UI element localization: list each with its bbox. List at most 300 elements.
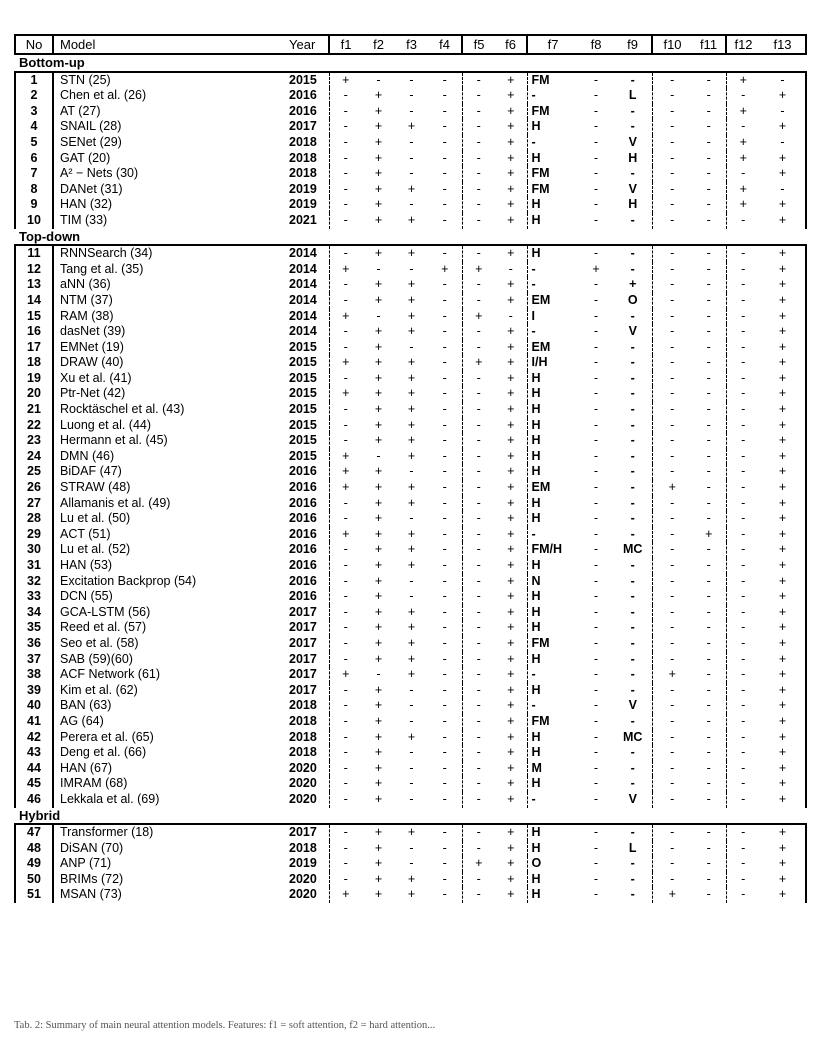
year-cell: 2016 [289, 103, 317, 118]
feature-cell-f3: + [407, 635, 416, 650]
feature-cell-f11: - [706, 620, 711, 635]
feature-cell-f6: + [507, 212, 515, 227]
feature-cell-f7: H [527, 511, 578, 527]
feature-cell-f7: H [527, 433, 578, 449]
feature-cell-f9: - [630, 589, 635, 604]
feature-cell-f13: + [760, 841, 806, 857]
feature-cell-f10: - [652, 856, 692, 872]
feature-cell-f3: - [409, 88, 414, 103]
feature-cell-f12: - [726, 480, 760, 496]
year-cell: 2016 [289, 495, 317, 510]
feature-cell-f11: - [706, 713, 711, 728]
feature-cell-f3: - [409, 791, 414, 806]
feature-cell-f8: - [593, 324, 599, 339]
model-name: Seo et al. (58) [53, 636, 283, 652]
feature-cell-f11: - [706, 134, 711, 149]
feature-cell-f12: - [726, 667, 760, 683]
feature-cell-f12: - [726, 620, 760, 636]
header-year: Year [283, 35, 329, 54]
feature-cell-f11: - [706, 825, 711, 840]
row-number: 43 [15, 745, 53, 761]
feature-cell-f13: + [760, 324, 806, 340]
feature-cell-f3: + [407, 246, 416, 261]
feature-cell-f11: - [706, 635, 711, 650]
table-row [15, 792, 806, 808]
feature-cell-f12: - [726, 119, 760, 135]
feature-cell-f7: H [527, 620, 578, 636]
feature-cell-f11: - [706, 339, 711, 354]
feature-cell-f8: - [593, 856, 599, 871]
feature-cell-f8: - [593, 197, 599, 212]
year-cell: 2016 [289, 88, 317, 103]
row-number: 51 [15, 887, 53, 903]
feature-cell-f13: + [760, 620, 806, 636]
feature-cell-f3: + [407, 526, 416, 541]
feature-cell-f13: + [760, 683, 806, 699]
feature-cell-f1: - [329, 197, 362, 213]
feature-cell-f4: - [442, 542, 447, 557]
feature-cell-f11: - [706, 277, 711, 292]
feature-cell-f3: - [409, 589, 414, 604]
section-header-row [15, 808, 806, 825]
feature-cell-f10: - [652, 309, 692, 325]
feature-cell-f2: - [376, 448, 381, 463]
feature-cell-f12: - [726, 605, 760, 621]
feature-cell-f3: - [409, 745, 414, 760]
feature-cell-f10: - [652, 605, 692, 621]
feature-cell-f1: - [329, 620, 362, 636]
feature-cell-f12: - [726, 340, 760, 356]
year-cell: 2017 [289, 119, 317, 134]
feature-cell-f7: - [527, 135, 578, 151]
table-row [15, 620, 806, 636]
feature-cell-f12: - [726, 324, 760, 340]
row-number: 15 [15, 309, 53, 325]
year-cell: 2015 [289, 72, 317, 87]
feature-cell-f9: - [630, 776, 635, 791]
feature-cell-f8: - [593, 134, 599, 149]
feature-cell-f9: - [630, 871, 635, 886]
year-cell: 2018 [289, 698, 317, 713]
feature-cell-f9: - [630, 713, 635, 728]
table-row [15, 449, 806, 465]
feature-cell-f6: + [507, 856, 515, 871]
model-name: Kim et al. (62) [53, 683, 283, 699]
feature-cell-f2: + [374, 589, 383, 604]
feature-cell-f3: - [409, 713, 414, 728]
feature-cell-f2: - [376, 72, 381, 87]
feature-cell-f10: - [652, 620, 692, 636]
year-cell: 2018 [289, 150, 317, 165]
feature-cell-f8: - [593, 667, 599, 682]
feature-cell-f2: + [374, 166, 383, 181]
feature-cell-f2: + [374, 682, 383, 697]
feature-cell-f12: - [726, 792, 760, 808]
feature-cell-f4: - [442, 324, 447, 339]
feature-cell-f3: - [409, 103, 414, 118]
feature-cell-f6: + [507, 745, 515, 760]
feature-cell-f13: + [760, 652, 806, 668]
feature-cell-f6: + [507, 72, 515, 87]
feature-cell-f4: - [442, 433, 447, 448]
feature-cell-f11: - [706, 589, 711, 604]
feature-cell-f8: - [593, 791, 599, 806]
feature-cell-f5: - [462, 480, 495, 496]
feature-cell-f13: + [760, 88, 806, 104]
feature-cell-f1: - [329, 151, 362, 167]
feature-cell-f9: MC [623, 542, 643, 557]
feature-cell-f9: MC [623, 729, 643, 744]
feature-cell-f3: + [407, 277, 416, 292]
feature-cell-f4: - [442, 370, 447, 385]
feature-cell-f8: - [593, 589, 599, 604]
feature-cell-f3: + [407, 355, 416, 370]
feature-cell-f8: - [593, 464, 599, 479]
feature-cell-f3: + [407, 308, 416, 323]
feature-cell-f2: + [374, 480, 383, 495]
year-cell: 2015 [289, 355, 317, 370]
feature-cell-f13: + [760, 245, 806, 262]
feature-cell-f6: + [507, 134, 515, 149]
table-row [15, 433, 806, 449]
feature-cell-f10: - [652, 542, 692, 558]
feature-cell-f2: + [374, 526, 383, 541]
feature-cell-f11: - [706, 745, 711, 760]
feature-cell-f8: - [593, 871, 599, 886]
feature-cell-f5: - [462, 824, 495, 841]
feature-cell-f4: - [442, 887, 447, 902]
feature-cell-f9: - [630, 604, 635, 619]
year-cell: 2017 [289, 825, 317, 840]
feature-cell-f6: + [507, 698, 515, 713]
feature-cell-f6: + [507, 558, 515, 572]
feature-cell-f13: - [760, 182, 806, 198]
feature-cell-f6: + [507, 119, 515, 134]
row-number: 36 [15, 636, 53, 652]
feature-cell-f1: - [329, 245, 362, 262]
feature-cell-f2: + [374, 558, 383, 572]
feature-cell-f1: - [329, 730, 362, 746]
feature-cell-f2: + [374, 324, 383, 339]
feature-cell-f13: + [760, 355, 806, 371]
feature-cell-f9: - [630, 103, 635, 118]
feature-cell-f2: + [374, 573, 383, 588]
table-row [15, 72, 806, 89]
year-cell: 2016 [289, 589, 317, 604]
feature-cell-f11: - [706, 698, 711, 713]
year-cell: 2020 [289, 887, 317, 902]
feature-cell-f9: V [628, 698, 637, 713]
row-number: 21 [15, 402, 53, 418]
feature-cell-f7: FM [527, 714, 578, 730]
feature-cell-f12: - [726, 309, 760, 325]
feature-cell-f8: - [593, 776, 599, 791]
header-f3: f3 [395, 35, 428, 54]
row-number: 18 [15, 355, 53, 371]
feature-cell-f6: + [507, 448, 515, 463]
feature-cell-f10: - [652, 72, 692, 89]
feature-cell-f12: - [726, 277, 760, 293]
feature-cell-f12: - [726, 355, 760, 371]
feature-cell-f1: + [329, 464, 362, 480]
feature-cell-f1: - [329, 213, 362, 229]
feature-cell-f3: + [407, 667, 416, 682]
feature-cell-f12: - [726, 464, 760, 480]
feature-cell-f4: - [442, 386, 447, 401]
feature-cell-f3: - [409, 840, 414, 855]
feature-cell-f8: - [593, 402, 599, 417]
model-name: Tang et al. (35) [53, 262, 283, 278]
feature-cell-f8: - [593, 651, 599, 666]
feature-cell-f10: + [652, 480, 692, 496]
header-f7: f7 [527, 35, 578, 54]
feature-cell-f1: + [329, 386, 362, 402]
feature-cell-f4: - [442, 760, 447, 775]
feature-cell-f9: V [628, 324, 637, 339]
feature-cell-f2: + [374, 871, 383, 886]
feature-cell-f3: + [407, 604, 416, 619]
row-number: 10 [15, 213, 53, 229]
feature-cell-f4: - [442, 573, 447, 588]
year-cell: 2019 [289, 181, 317, 196]
feature-cell-f6: + [507, 197, 515, 212]
feature-cell-f4: - [442, 776, 447, 791]
feature-cell-f5: - [462, 574, 495, 590]
feature-cell-f13: + [760, 213, 806, 229]
feature-cell-f10: - [652, 119, 692, 135]
feature-cell-f9: - [630, 370, 635, 385]
year-cell: 2018 [289, 166, 317, 181]
feature-cell-f10: - [652, 402, 692, 418]
feature-cell-f1: + [329, 667, 362, 683]
feature-cell-f8: - [593, 246, 599, 261]
feature-cell-f5: - [462, 620, 495, 636]
feature-cell-f13: + [760, 589, 806, 605]
feature-cell-f1: - [329, 824, 362, 841]
feature-cell-f12: - [726, 730, 760, 746]
feature-cell-f10: - [652, 340, 692, 356]
feature-cell-f13: + [760, 776, 806, 792]
model-name: SNAIL (28) [53, 119, 283, 135]
feature-cell-f12: - [726, 714, 760, 730]
section-title: Top-down [15, 229, 806, 246]
model-name: SENet (29) [53, 135, 283, 151]
header-model: Model [53, 35, 283, 54]
feature-cell-f4: - [442, 651, 447, 666]
row-number: 45 [15, 776, 53, 792]
row-number: 20 [15, 386, 53, 402]
feature-cell-f10: - [652, 841, 692, 857]
feature-cell-f3: + [407, 212, 416, 227]
year-cell: 2017 [289, 635, 317, 650]
feature-cell-f4: - [442, 698, 447, 713]
feature-cell-f12: - [726, 245, 760, 262]
feature-cell-f5: - [462, 841, 495, 857]
model-name: DMN (46) [53, 449, 283, 465]
model-name: ANP (71) [53, 856, 283, 872]
feature-cell-f12: - [726, 872, 760, 888]
feature-cell-f5: - [462, 151, 495, 167]
feature-cell-f3: + [407, 651, 416, 666]
model-name: HAN (32) [53, 197, 283, 213]
feature-cell-f8: - [593, 511, 599, 526]
feature-cell-f6: + [507, 495, 515, 510]
year-cell: 2015 [289, 433, 317, 448]
feature-cell-f8: - [593, 355, 599, 370]
feature-cell-f10: - [652, 683, 692, 699]
feature-cell-f7: H [527, 119, 578, 135]
table-row [15, 698, 806, 714]
header-f1: f1 [329, 35, 362, 54]
feature-cell-f6: + [507, 277, 515, 292]
table-row [15, 776, 806, 792]
feature-cell-f7: - [527, 277, 578, 293]
year-cell: 2014 [289, 324, 317, 339]
feature-cell-f8: - [593, 604, 599, 619]
feature-cell-f12: + [726, 182, 760, 198]
table-caption: Tab. 2: Summary of main neural attention models. Features: f1 = soft attention, f2 = hard attention... [14, 1020, 436, 1031]
feature-cell-f11: - [706, 871, 711, 886]
feature-cell-f10: - [652, 151, 692, 167]
feature-cell-f11: - [706, 402, 711, 417]
feature-cell-f4: - [442, 134, 447, 149]
model-name: DiSAN (70) [53, 841, 283, 857]
feature-cell-f5: - [462, 88, 495, 104]
model-name: STRAW (48) [53, 480, 283, 496]
feature-cell-f3: + [407, 119, 416, 134]
feature-cell-f7: FM [527, 104, 578, 120]
feature-cell-f10: - [652, 371, 692, 387]
feature-cell-f11: - [706, 181, 711, 196]
feature-cell-f4: - [442, 355, 447, 370]
feature-cell-f4: - [442, 246, 447, 261]
row-number: 26 [15, 480, 53, 496]
feature-cell-f7: H [527, 197, 578, 213]
feature-cell-f10: - [652, 104, 692, 120]
feature-cell-f5: - [462, 119, 495, 135]
feature-cell-f1: - [329, 496, 362, 512]
feature-cell-f2: + [374, 745, 383, 760]
feature-cell-f5: - [462, 698, 495, 714]
year-cell: 2016 [289, 558, 317, 572]
table-row [15, 464, 806, 480]
feature-cell-f6: + [507, 667, 515, 682]
feature-cell-f6: - [508, 261, 513, 276]
table-row [15, 371, 806, 387]
model-name: SAB (59)(60) [53, 652, 283, 668]
row-number: 19 [15, 371, 53, 387]
feature-cell-f13: + [760, 340, 806, 356]
feature-cell-f11: - [706, 197, 711, 212]
feature-cell-f13: + [760, 293, 806, 309]
table-row [15, 262, 806, 278]
feature-cell-f5: + [462, 309, 495, 325]
feature-cell-f1: - [329, 776, 362, 792]
table-row [15, 589, 806, 605]
feature-cell-f13: + [760, 856, 806, 872]
table-row [15, 496, 806, 512]
header-f10: f10 [652, 35, 692, 54]
year-cell: 2016 [289, 542, 317, 557]
model-name: AT (27) [53, 104, 283, 120]
feature-cell-f4: - [442, 308, 447, 323]
feature-cell-f5: - [462, 527, 495, 543]
feature-cell-f1: + [329, 72, 362, 89]
feature-cell-f2: + [374, 511, 383, 526]
feature-cell-f7: EM [527, 340, 578, 356]
feature-cell-f4: - [442, 464, 447, 479]
model-name: Hermann et al. (45) [53, 433, 283, 449]
feature-cell-f2: + [374, 246, 383, 261]
feature-cell-f10: - [652, 776, 692, 792]
feature-cell-f6: + [507, 246, 515, 261]
feature-cell-f4: - [442, 417, 447, 432]
model-name: Excitation Backprop (54) [53, 574, 283, 590]
feature-cell-f4: - [442, 197, 447, 212]
feature-cell-f13: - [760, 135, 806, 151]
feature-cell-f3: - [409, 166, 414, 181]
feature-cell-f9: - [630, 573, 635, 588]
model-name: RNNSearch (34) [53, 245, 283, 262]
feature-cell-f12: - [726, 213, 760, 229]
feature-cell-f6: + [507, 729, 515, 744]
feature-cell-f12: - [726, 262, 760, 278]
feature-cell-f12: - [726, 698, 760, 714]
table-row [15, 355, 806, 371]
feature-cell-f6: + [507, 840, 515, 855]
feature-cell-f2: + [374, 150, 383, 165]
feature-cell-f1: + [329, 262, 362, 278]
feature-cell-f6: + [507, 433, 515, 448]
feature-cell-f1: - [329, 841, 362, 857]
year-cell: 2016 [289, 464, 317, 479]
row-number: 39 [15, 683, 53, 699]
feature-cell-f9: V [628, 181, 637, 196]
model-name: EMNet (19) [53, 340, 283, 356]
row-number: 13 [15, 277, 53, 293]
model-name: ACT (51) [53, 527, 283, 543]
feature-cell-f6: + [507, 620, 515, 635]
feature-cell-f9: - [630, 526, 635, 541]
row-number: 12 [15, 262, 53, 278]
feature-cell-f2: + [374, 370, 383, 385]
feature-cell-f4: - [442, 682, 447, 697]
feature-cell-f10: - [652, 433, 692, 449]
feature-cell-f2: + [374, 791, 383, 806]
table-row [15, 119, 806, 135]
feature-cell-f7: H [527, 213, 578, 229]
feature-cell-f4: - [442, 339, 447, 354]
feature-cell-f5: - [462, 730, 495, 746]
feature-cell-f9: - [630, 355, 635, 370]
feature-cell-f11: - [706, 308, 711, 323]
feature-cell-f2: + [374, 277, 383, 292]
feature-cell-f7: H [527, 745, 578, 761]
feature-cell-f12: - [726, 371, 760, 387]
row-number: 37 [15, 652, 53, 668]
feature-cell-f9: - [630, 635, 635, 650]
feature-cell-f13: + [760, 824, 806, 841]
feature-cell-f12: - [726, 887, 760, 903]
feature-cell-f8: - [593, 166, 599, 181]
feature-cell-f11: + [705, 526, 713, 541]
feature-cell-f7: H [527, 589, 578, 605]
feature-cell-f10: - [652, 293, 692, 309]
row-number: 38 [15, 667, 53, 683]
feature-cell-f5: - [462, 683, 495, 699]
header-row [15, 35, 806, 54]
feature-cell-f10: - [652, 418, 692, 434]
